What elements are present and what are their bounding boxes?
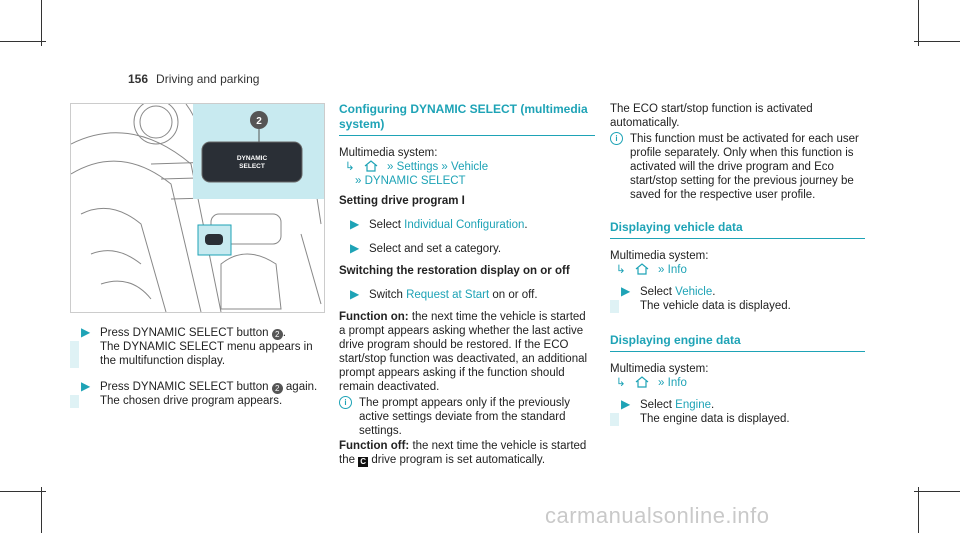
path-info[interactable]: Info <box>667 264 687 276</box>
path-settings[interactable]: Settings <box>396 161 439 173</box>
step-text-end: . <box>712 286 716 298</box>
subheading-restoration: Switching the restoration display on or off <box>339 265 570 277</box>
function-on-paragraph <box>339 310 595 394</box>
home-icon <box>364 160 378 172</box>
step-select-engine <box>610 398 865 426</box>
console-drawing <box>71 104 324 312</box>
step-text-end: again. <box>282 381 318 393</box>
menu-path-engine <box>610 376 865 390</box>
note-text: This function must be activated for each user profile separately. Only when this function is activated will the drive program and Eco start/stop setting for the previous journey be saved for the respective user profile. <box>630 133 859 201</box>
chevron-icon: » <box>658 377 665 389</box>
section-heading: Configuring DYNAMIC SELECT (multimedia system) <box>339 102 595 136</box>
dashboard-illustration <box>70 103 325 313</box>
crop-mark <box>914 491 960 492</box>
action-arrow-icon: ▶ <box>350 241 360 255</box>
step-text-end: . <box>710 399 715 411</box>
link-individual-configuration[interactable]: Individual Configuration <box>404 219 525 231</box>
menu-path <box>339 160 595 174</box>
info-icon: i <box>610 132 623 145</box>
page-header <box>128 72 259 86</box>
path-arrow-icon: ↳ <box>616 264 626 276</box>
menu-path-vehicle <box>610 263 865 277</box>
action-arrow-icon: ▶ <box>621 397 631 411</box>
comfort-program-icon: C <box>358 457 368 467</box>
result-bar <box>610 413 619 426</box>
result-bar <box>70 341 79 368</box>
info-icon: i <box>339 396 352 409</box>
step-switch-request <box>339 288 595 302</box>
step-select-vehicle <box>610 285 865 313</box>
heading-engine-data: Displaying engine data <box>610 333 865 352</box>
step-text: Select and set a category. <box>369 243 502 255</box>
step-text: Select <box>640 399 676 411</box>
crop-mark <box>41 487 42 533</box>
step-result: The engine data is displayed. <box>640 413 790 425</box>
function-off-label: Function off: <box>339 440 410 452</box>
button-text-line1: DYNAMIC <box>236 155 268 162</box>
link-engine[interactable]: Engine <box>675 399 711 411</box>
multimedia-label: Multimedia system: <box>610 363 709 375</box>
step-text-end: . <box>282 327 286 339</box>
button-text-line2: SELECT <box>239 163 265 170</box>
step-select-category <box>339 242 595 256</box>
crop-mark <box>918 487 919 533</box>
figure-callout: 2 <box>256 116 262 127</box>
crop-mark <box>41 0 42 46</box>
function-on-label: Function on: <box>339 311 409 323</box>
chevron-icon: » <box>441 161 448 173</box>
step-text-end: . <box>524 219 528 231</box>
result-bar <box>70 395 79 408</box>
function-off-paragraph <box>339 439 595 467</box>
step-text: Switch <box>369 289 407 301</box>
step-press-again <box>70 380 323 408</box>
column-middle <box>339 102 595 467</box>
link-vehicle[interactable]: Vehicle <box>675 286 713 298</box>
section-title: Driving and parking <box>156 72 260 86</box>
callout-badge: 2 <box>272 383 283 394</box>
step-press-button <box>70 326 323 368</box>
action-arrow-icon: ▶ <box>621 284 631 298</box>
column-left <box>70 326 323 408</box>
result-bar <box>610 300 619 313</box>
action-arrow-icon: ▶ <box>350 287 360 301</box>
crop-mark <box>0 41 46 42</box>
crop-mark <box>918 0 919 46</box>
path-arrow-icon: ↳ <box>345 161 355 173</box>
step-result: The DYNAMIC SELECT menu appears in the multifunction display. <box>100 341 313 367</box>
step-text: Press DYNAMIC SELECT button <box>100 327 269 339</box>
action-arrow-icon: ▶ <box>81 379 91 393</box>
note-eco <box>610 132 865 202</box>
link-request-at-start[interactable]: Request at Start <box>406 289 490 301</box>
subheading-drive-program: Setting drive program I <box>339 195 465 207</box>
chevron-icon: » <box>387 161 394 173</box>
chevron-icon: » <box>355 175 362 187</box>
step-text-end: on or off. <box>489 289 538 301</box>
multimedia-label: Multimedia system: <box>610 250 709 262</box>
callout-badge: 2 <box>272 329 283 340</box>
crop-mark <box>914 41 960 42</box>
home-icon <box>635 376 649 388</box>
column-right <box>610 102 865 426</box>
step-text: Select <box>369 219 405 231</box>
function-off-text-end: drive program is set automatically. <box>368 454 546 466</box>
menu-path-cont <box>339 174 595 188</box>
action-arrow-icon: ▶ <box>350 217 360 231</box>
multimedia-label: Multimedia system: <box>339 147 438 159</box>
step-select-individual <box>339 218 595 232</box>
path-arrow-icon: ↳ <box>616 377 626 389</box>
action-arrow-icon: ▶ <box>81 325 91 339</box>
note-prompt <box>339 396 595 438</box>
home-icon <box>635 263 649 275</box>
page-number: 156 <box>128 72 149 86</box>
step-result: The chosen drive program appears. <box>100 395 283 407</box>
step-text: Select <box>640 286 676 298</box>
step-text: Press DYNAMIC SELECT button <box>100 381 269 393</box>
watermark: carmanualsonline.info <box>545 503 770 528</box>
step-result: The vehicle data is displayed. <box>640 300 791 312</box>
note-text: The prompt appears only if the previously active settings deviate from the standard settings. <box>359 397 570 437</box>
path-info[interactable]: Info <box>667 377 687 389</box>
function-on-text: the next time the vehicle is started a prompt appears asking whether the last active drive program should be restored. If the ECO start/stop function was deactivated, an additional prompt appears asking if the function should remain deactivated. <box>339 311 588 393</box>
chevron-icon: » <box>658 264 665 276</box>
heading-vehicle-data: Displaying vehicle data <box>610 220 865 239</box>
path-dynamic-select[interactable]: DYNAMIC SELECT <box>364 175 466 187</box>
function-off-text: the next time the vehicle is started the <box>339 440 587 466</box>
path-vehicle[interactable]: Vehicle <box>451 161 489 173</box>
crop-mark <box>0 491 46 492</box>
eco-text: The ECO start/stop function is activated automatically. <box>610 103 813 129</box>
